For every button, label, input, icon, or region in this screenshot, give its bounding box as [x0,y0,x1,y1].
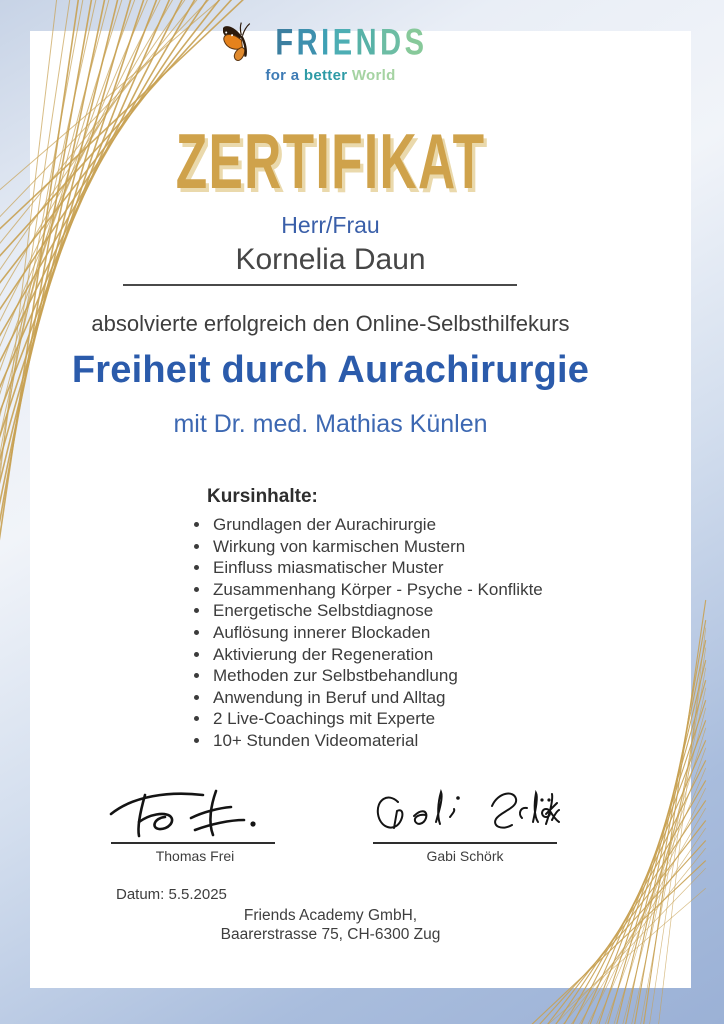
logo-tagline [265,67,395,84]
signature-block-right [365,784,565,864]
company-name: Friends Academy GmbH, [243,907,418,924]
course-title: Freiheit durch Aurachirurgie [71,349,590,391]
course-content-item: • 10+ Stunden Videomaterial [211,730,543,752]
logo-brand-text: FRIENDS [275,20,428,63]
signature-thomas-frei-image [103,784,288,840]
course-content-item: • Wirkung von karmischen Mustern [211,536,543,558]
course-content-item: • Energetische Selbstdiagnose [211,600,543,622]
course-contents-section [193,486,543,752]
butterfly-icon [223,20,261,64]
signatory-name: Thomas Frei [155,848,235,864]
signature-line [373,842,557,844]
course-content-item: • Anwendung in Beruf und Alltag [211,687,543,709]
date-label: Datum: 5.5.2025 [116,886,227,903]
logo-tagline-part: World [351,67,396,84]
course-content-item: • Grundlagen der Aurachirurgie [211,514,543,536]
signatory-name: Gabi Schörk [426,848,504,864]
course-content-item: • Einfluss miasmatischer Muster [211,557,543,579]
signature-line [111,842,275,844]
recipient-name: Kornelia Daun [235,243,426,276]
logo [0,20,661,84]
completion-text: absolvierte erfolgreich den Online-Selbsthilfekurs [91,311,570,336]
course-content-item: • Aktivierung der Regeneration [211,644,543,666]
instructor-text: mit Dr. med. Mathias Künlen [173,410,488,438]
company-footer [0,907,661,944]
salutation-text: Herr/Frau [281,212,380,238]
course-content-item: • Zusammenhang Körper - Psyche - Konflikte [211,579,543,601]
signature-gabi-schoerk-image [370,784,560,840]
company-address: Baarerstrasse 75, CH-6300 Zug [220,925,441,943]
course-content-item: • Methoden zur Selbstbehandlung [211,665,543,687]
recipient-name-underline [123,284,517,286]
course-contents-heading: Kursinhalte: [207,486,318,507]
logo-tagline-part: better [303,67,352,84]
logo-tagline-part: for a [265,67,304,84]
course-contents-list [193,514,543,752]
signature-block-left [95,784,295,864]
course-content-item: • Auflösung innerer Blockaden [211,622,543,644]
course-content-item: • 2 Live-Coachings mit Experte [211,708,543,730]
certificate-title: ZERTIFIKAT [175,117,486,205]
